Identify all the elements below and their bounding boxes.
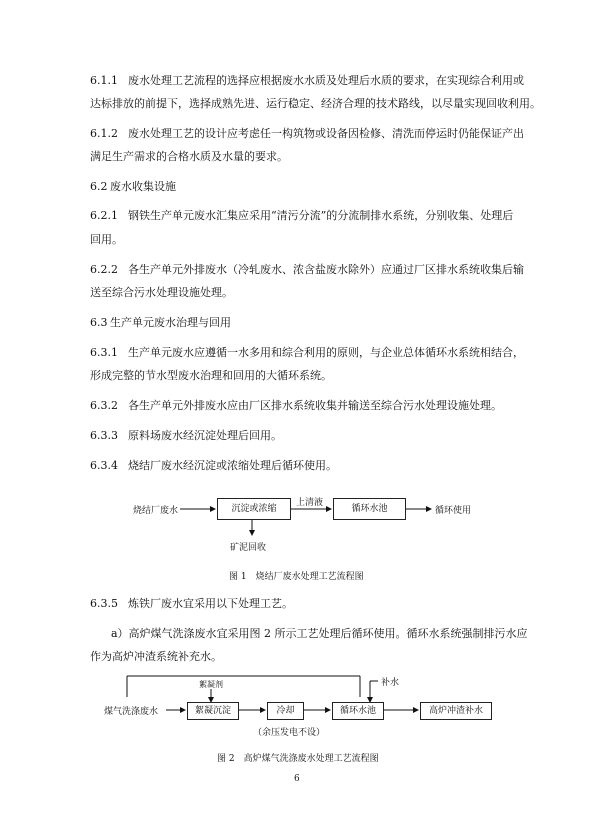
fig1-settling-box: 沉淀或浓缩 [217,498,291,520]
para-number: 6.3.2 [90,399,118,412]
fig1-input-label: 烧结厂废水 [133,506,179,516]
heading-number: 6.2 [90,180,108,193]
para-text: 原料场废水经沉淀处理后回用。 [128,429,282,442]
para-text: 废水处理工艺的设计应考虑任一构筑物或设备因检修、清洗而停运时仍能保证产出 [128,127,524,140]
fig2-reagent-label: 絮凝剂 [199,680,223,689]
fig1-supernatant-label: 上清液 [296,498,324,508]
para-6-1-2-line2: 满足生产需求的合格水质及水量的要求。 [90,150,288,163]
fig1-caption: 图 1 烧结厂废水处理工艺流程图 [229,572,364,582]
para-text: 烧结厂废水经沉淀或浓缩处理后循环使用。 [128,459,337,472]
para-number: 6.1.2 [90,127,118,140]
para-a-line2: 作为高炉冲渣系统补充水。 [90,650,222,663]
fig2-cooling-box: 冷却 [267,702,304,720]
para-6-1-1-line2: 达标排放的前提下，选择成熟先进、运行稳定、经济合理的技术路线，以尽量实现回收利用。 [90,97,541,110]
para-text: 各生产单元外排废水应由厂区排水系统收集并输送至综合污水处理设施处理。 [128,399,502,412]
heading-text: 生产单元废水治理与回用 [110,316,231,329]
heading-number: 6.3 [90,316,108,329]
fig2-flocculation-box: 絮凝沉淀 [187,702,239,720]
para-6-3-1-line2: 形成完整的节水型废水治理和回用的大循环系统。 [90,369,332,382]
fig2-slag-box: 高炉冲渣补水 [420,702,492,720]
para-number: 6.1.1 [90,74,118,87]
fig2-note: （余压发电不设） [253,728,326,738]
para-number: 6.3.4 [90,459,118,472]
para-6-3-5 [90,597,293,611]
fig1-output-label: 循环使用 [435,506,472,516]
para-number: 6.3.5 [90,597,118,610]
fig2-input-label: 煤气洗涤废水 [104,707,159,717]
fig2-makeup-label: 补水 [381,678,400,688]
heading-text: 废水收集设施 [110,180,176,193]
para-a-line1: a）高炉煤气洗涤废水宜采用图 2 所示工艺处理后循环使用。循环水系统强制排污水应 [111,627,528,640]
para-number: 6.2.2 [90,263,118,276]
para-text: 废水处理工艺流程的选择应根据废水水质及处理后水质的要求，在实现综合利用或 [128,74,524,87]
para-number: 6.3.1 [90,346,118,359]
fig2-caption: 图 2 高炉煤气洗涤废水处理工艺流程图 [217,754,379,764]
para-6-2-2-line2: 送至综合污水处理设施处理。 [90,286,233,299]
para-text: 各生产单元外排废水（冷轧废水、浓含盐废水除外）应通过厂区排水系统收集后输 [128,263,524,276]
para-6-2-1-line2: 回用。 [90,233,123,246]
para-text: 炼铁厂废水宜采用以下处理工艺。 [128,597,293,610]
fig1-sludge-label: 矿泥回收 [230,543,267,553]
page-number: 6 [294,774,300,784]
para-number: 6.3.3 [90,429,118,442]
para-text: 生产单元废水应遵循一水多用和综合利用的原则，与企业总体循环水系统相结合， [128,346,524,359]
para-number: 6.2.1 [90,209,118,222]
fig1-pool-box: 循环水池 [333,498,406,520]
fig2-pool-box: 循环水池 [332,702,384,720]
para-text: 钢铁生产单元废水汇集应采用“清污分流”的分流制排水系统，分别收集、处理后 [128,209,514,222]
